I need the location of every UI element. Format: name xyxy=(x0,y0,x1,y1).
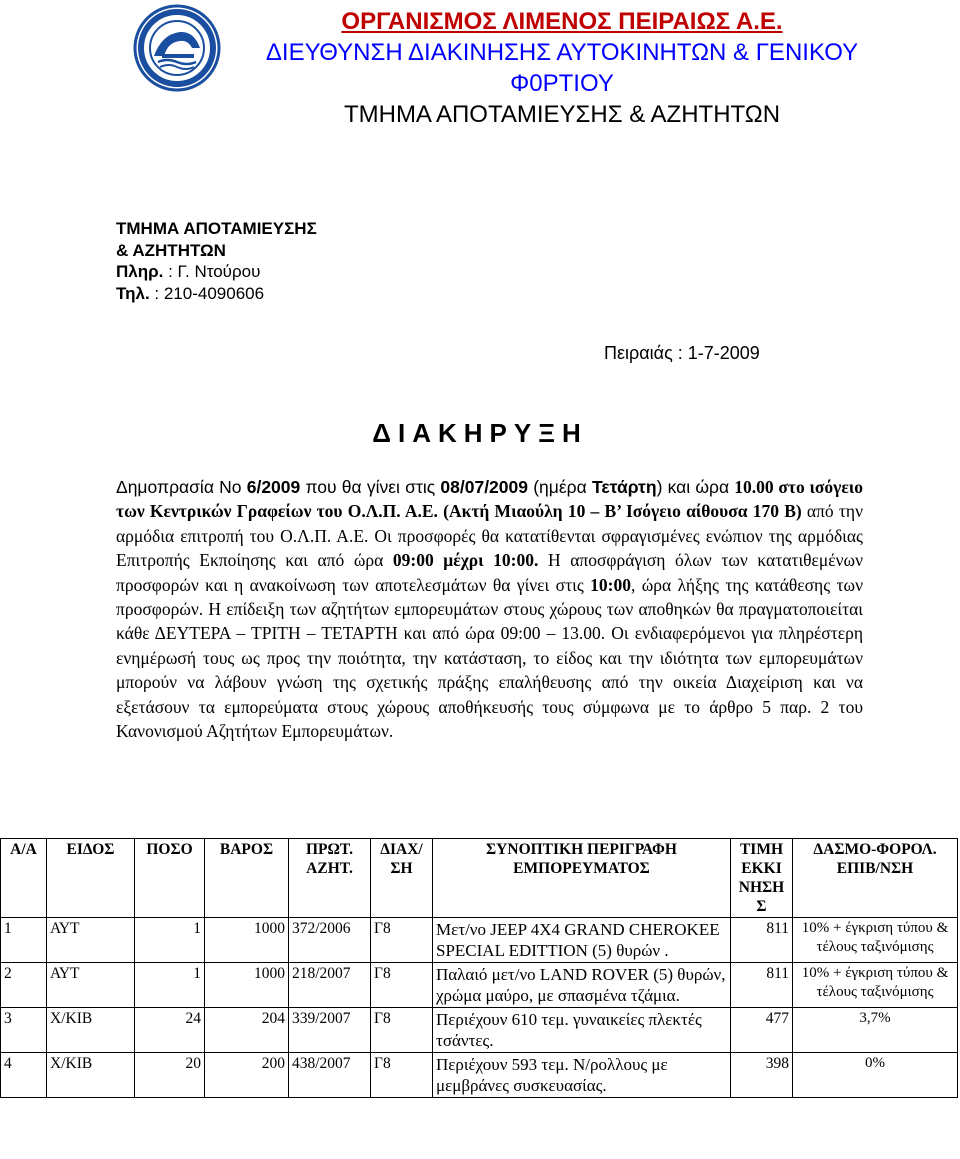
body-seg-6: Τετάρτη xyxy=(591,477,657,497)
sender-dept-1: ΤΜΗΜΑ ΑΠΟΤΑΜΙΕΥΣΗΣ xyxy=(116,219,317,238)
col-header-prot: ΠΡΩΤ. ΑΖΗΤ. xyxy=(289,839,371,918)
col-header-type: ΕΙΔΟΣ xyxy=(47,839,135,918)
body-seg-13: , ώρα λήξης της κατάθεσης των προσφορών. Η επίδειξη των αζητήτων εμπορευμάτων στους χώρους των αποθηκών θα πραγματοποιείται κάθε ΔΕΥΤΕΡΑ – ΤΡΙΤΗ – ΤΕΤΑΡΤΗ και από ώρα 09:00 – 13.00. Οι ενδιαφερόμενοι για πληρέστερη ενημέρωσή τους ως προς την ποιότητα, την κατάσταση, το είδος και την ιδιότητα των εμπορευμάτων μπορούν να λάβουν γνώση της σχετικής πράξης επαλήθευσης από την οικεία Διαχείριση και να εξετάσουν τα εμπορεύματα στους χώρους αποθήκευσής τους σύμφωνα με το άρθρο 5 παρ. 2 του Κανονισμού Αζητήτων Εμπορευμάτων. xyxy=(116,574,863,742)
cell-aa: 2 xyxy=(1,963,47,1008)
sender-block xyxy=(116,218,317,304)
header-line-3: Φ0ΡΤΙΟΥ xyxy=(510,70,614,97)
col-header-tax: ΔΑΣΜΟ-ΦΟΡΟΛ. ΕΠΙΒ/ΝΣΗ xyxy=(793,839,958,918)
cell-desc: Περιέχουν 593 τεμ. Ν/ρολλους με μεμβράνες συσκευασίας. xyxy=(433,1053,731,1098)
cell-type: ΑΥΤ xyxy=(47,963,135,1008)
cell-weight: 200 xyxy=(205,1053,289,1098)
cell-tax: 0% xyxy=(793,1053,958,1098)
cell-diax: Γ8 xyxy=(371,963,433,1008)
body-seg-9: από την αρμόδια επιτροπή του Ο.Λ.Π. Α.Ε. Οι προσφορές θα κατατίθενται σφραγισμένες ενώπιον της αρμόδιας Επιτροπής Εκποίησης και από ώρα xyxy=(116,501,863,571)
cell-type: Χ/ΚΙΒ xyxy=(47,1053,135,1098)
cell-weight: 1000 xyxy=(205,963,289,1008)
table-header-row xyxy=(1,839,958,918)
info-value: : Γ. Ντούρου xyxy=(163,262,261,281)
table-row xyxy=(1,1008,958,1053)
cell-tax: 3,7% xyxy=(793,1008,958,1053)
cell-desc: Περιέχουν 610 τεμ. γυναικείες πλεκτές τσάντες. xyxy=(433,1008,731,1053)
col-header-weight: ΒΑΡΟΣ xyxy=(205,839,289,918)
table-row xyxy=(1,963,958,1008)
document-title: ΔΙΑΚΗΡΥΞΗ xyxy=(372,418,588,448)
body-seg-8: 10.00 στο ισόγειο των Κεντρικών Γραφείων του Ο.Λ.Π. Α.Ε. (Ακτή Μιαούλη 10 – Β’ Ισόγειο αίθουσα 170 Β) xyxy=(116,477,863,522)
sender-tel xyxy=(116,283,317,305)
cell-diax: Γ8 xyxy=(371,918,433,963)
col-header-price: ΤΙΜΗ ΕΚΚΙ ΝΗΣΗ Σ xyxy=(731,839,793,918)
body-seg-7: ) και ώρα xyxy=(656,477,735,497)
table-row xyxy=(1,918,958,963)
cell-price: 811 xyxy=(731,963,793,1008)
info-label: Πληρ. xyxy=(116,262,164,281)
cell-prot: 339/2007 xyxy=(289,1008,371,1053)
tel-value: : 210-4090606 xyxy=(149,283,265,303)
cell-qty: 1 xyxy=(135,963,205,1008)
body-seg-4: 08/07/2009 xyxy=(440,477,528,497)
col-header-desc: ΣΥΝΟΠΤΙΚΗ ΠΕΡΙΓΡΑΦΗ ΕΜΠΟΡΕΥΜΑΤΟΣ xyxy=(433,839,731,918)
cell-diax: Γ8 xyxy=(371,1008,433,1053)
cell-prot: 372/2006 xyxy=(289,918,371,963)
cell-qty: 1 xyxy=(135,918,205,963)
cell-type: ΑΥΤ xyxy=(47,918,135,963)
col-header-qty: ΠΟΣΟ xyxy=(135,839,205,918)
cell-prot: 438/2007 xyxy=(289,1053,371,1098)
table-row xyxy=(1,1053,958,1098)
cell-price: 477 xyxy=(731,1008,793,1053)
announcement-body xyxy=(116,475,863,743)
goods-table xyxy=(0,838,958,1098)
cell-price: 811 xyxy=(731,918,793,963)
body-seg-5: (ημέρα xyxy=(528,477,592,497)
olp-seal-icon xyxy=(132,4,222,92)
body-seg-1: Δημοπρασία Νο xyxy=(116,477,247,497)
cell-qty: 24 xyxy=(135,1008,205,1053)
cell-aa: 1 xyxy=(1,918,47,963)
cell-tax: 10% + έγκριση τύπου & τέλους ταξινόμισης xyxy=(793,918,958,963)
body-seg-3: που θα γίνει στις xyxy=(300,477,441,497)
body-seg-2: 6/2009 xyxy=(246,477,301,497)
body-seg-12: 10:00 xyxy=(590,574,631,595)
col-header-diax: ΔΙΑΧ/ ΣΗ xyxy=(371,839,433,918)
cell-weight: 204 xyxy=(205,1008,289,1053)
sender-info xyxy=(116,261,317,283)
cell-desc: Παλαιό μετ/νο LAND ROVER (5) θυρών, χρώμα μαύρο, με σπασμένα τζάμια. xyxy=(433,963,731,1008)
cell-diax: Γ8 xyxy=(371,1053,433,1098)
cell-prot: 218/2007 xyxy=(289,963,371,1008)
olp-logo xyxy=(132,4,222,92)
date-line: Πειραιάς : 1-7-2009 xyxy=(604,343,760,363)
header-line-4: ΤΜΗΜΑ ΑΠΟΤΑΜΙΕΥΣΗΣ & ΑΖΗΤΗΤΩΝ xyxy=(343,101,781,128)
col-header-aa: Α/Α xyxy=(1,839,47,918)
tel-label: Τηλ. xyxy=(116,283,150,303)
organization-header xyxy=(232,6,892,130)
cell-price: 398 xyxy=(731,1053,793,1098)
header-line-2: ΔΙΕΥΘΥΝΣΗ ΔΙΑΚΙΝΗΣΗΣ ΑΥΤΟΚΙΝΗΤΩΝ & ΓΕΝΙΚΟΥ xyxy=(265,39,859,66)
body-seg-10: 09:00 μέχρι 10:00. xyxy=(392,550,539,571)
cell-desc: Μετ/νο JEEP 4X4 GRAND CHEROKEE SPECIAL EDITTION (5) θυρών . xyxy=(433,918,731,963)
cell-type: Χ/ΚΙΒ xyxy=(47,1008,135,1053)
sender-dept-2: & ΑΖΗΤΗΤΩΝ xyxy=(116,240,226,260)
cell-tax: 10% + έγκριση τύπου & τέλους ταξινόμισης xyxy=(793,963,958,1008)
cell-weight: 1000 xyxy=(205,918,289,963)
body-seg-11: Η αποσφράγιση όλων των κατατιθεμένων προσφορών και η ανακοίνωση των αποτελεσμάτων θα γίνει στις xyxy=(116,550,863,595)
header-line-1: ΟΡΓΑΝΙΣΜΟΣ ΛΙΜΕΝΟΣ ΠΕΙΡΑΙΩΣ Α.Ε. xyxy=(341,8,783,35)
cell-qty: 20 xyxy=(135,1053,205,1098)
cell-aa: 4 xyxy=(1,1053,47,1098)
cell-aa: 3 xyxy=(1,1008,47,1053)
